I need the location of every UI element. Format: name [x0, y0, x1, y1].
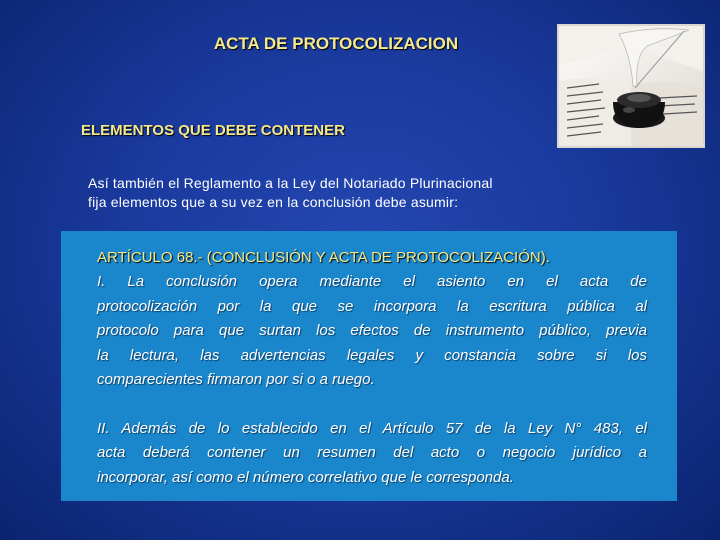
- section-subtitle: ELEMENTOS QUE DEBE CONTENER: [81, 122, 345, 139]
- article-paragraph-2: [97, 417, 647, 491]
- article-paragraph-1: [97, 270, 647, 393]
- paragraph-line: II. Además de lo establecido en el Artículo 57 de la Ley N° 483, el: [97, 419, 647, 437]
- paragraph-line: acta deberá contener un resumen del acto o negocio jurídico a: [97, 444, 647, 461]
- intro-text: [88, 174, 568, 212]
- intro-line: Así también el Reglamento a la Ley del Notariado Plurinacional: [88, 175, 493, 191]
- paragraph-line: protocolo para que surtan los efectos de instrumento público, previa: [97, 322, 647, 339]
- article-heading: ARTÍCULO 68.- (CONCLUSIÓN Y ACTA DE PROTOCOLIZACIÓN).: [97, 249, 550, 266]
- paragraph-line: incorporar, así como el número correlativo que le corresponda.: [97, 468, 514, 486]
- paragraph-line: protocolización por la que se incorpora la escritura pública al: [97, 297, 647, 315]
- paragraph-line: la lectura, las advertencias legales y constancia sobre si los: [97, 346, 647, 364]
- slide-title: ACTA DE PROTOCOLIZACION: [213, 34, 459, 53]
- paragraph-line: I. La conclusión opera mediante el asiento en el acta de: [97, 273, 647, 290]
- quill-inkwell-icon: [559, 26, 703, 146]
- article-box: [61, 231, 677, 501]
- paragraph-line: comparecientes firmaron por si o a ruego.: [97, 371, 375, 388]
- intro-line: fija elementos que a su vez en la conclusión debe asumir:: [88, 194, 459, 210]
- quill-inkwell-book-image: [557, 24, 705, 148]
